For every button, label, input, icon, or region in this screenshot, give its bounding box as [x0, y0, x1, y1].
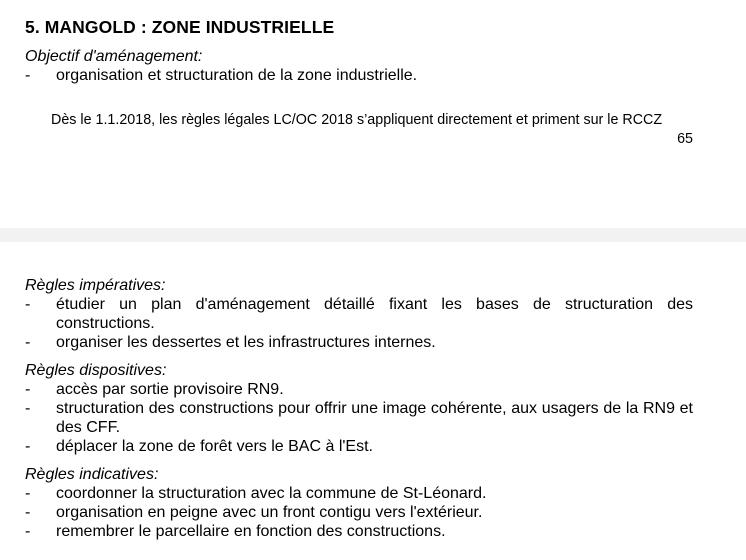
- list-item: [25, 522, 693, 541]
- list-item-text: remembrer le parcellaire en fonction des constructions.: [56, 523, 446, 540]
- list-item-text: coordonner la structuration avec la commune de St-Léonard.: [56, 485, 487, 502]
- dispositive-rules-label: Règles dispositives:: [25, 362, 167, 379]
- indicative-rules-list: [25, 484, 693, 541]
- page-footer: [51, 111, 693, 149]
- list-item: [25, 399, 693, 437]
- list-item-text: déplacer la zone de forêt vers le BAC à l'Est.: [56, 438, 373, 455]
- bullet-dash: -: [25, 523, 31, 540]
- list-item-text: étudier un plan d'aménagement détaillé fixant les bases de structuration des constructions.: [56, 296, 693, 332]
- dispositive-rules-list: [25, 380, 693, 456]
- page-break: [0, 228, 746, 242]
- indicative-rules-label: Règles indicatives:: [25, 466, 159, 483]
- list-item: [25, 437, 693, 456]
- bullet-dash: -: [25, 400, 31, 417]
- bullet-dash: -: [25, 67, 31, 84]
- list-item: [25, 295, 693, 333]
- list-item-text: organisation et structuration de la zone industrielle.: [56, 67, 418, 84]
- list-item: [25, 66, 693, 85]
- bullet-dash: -: [25, 504, 31, 521]
- list-item-text: organisation en peigne avec un front contigu vers l'extérieur.: [56, 504, 483, 521]
- objective-label: Objectif d'aménagement:: [25, 48, 203, 65]
- bullet-dash: -: [25, 334, 31, 351]
- objective-list: [25, 66, 693, 85]
- list-item: [25, 484, 693, 503]
- bullet-dash: -: [25, 485, 31, 502]
- bullet-dash: -: [25, 438, 31, 455]
- footer-note: Dès le 1.1.2018, les règles légales LC/OC 2018 s’appliquent directement et priment sur le RCCZ: [51, 112, 663, 128]
- page-number: 65: [677, 131, 693, 147]
- list-item: [25, 380, 693, 399]
- list-item-text: organiser les dessertes et les infrastructures internes.: [56, 334, 436, 351]
- section-heading: 5. MANGOLD : ZONE INDUSTRIELLE: [25, 17, 335, 37]
- list-item: [25, 503, 693, 522]
- list-item-text: accès par sortie provisoire RN9.: [56, 381, 284, 398]
- imperative-rules-list: [25, 295, 693, 352]
- bullet-dash: -: [25, 296, 31, 313]
- list-item-text: structuration des constructions pour offrir une image cohérente, aux usagers de la RN9 et des CFF.: [56, 400, 693, 436]
- imperative-rules-label: Règles impératives:: [25, 277, 166, 294]
- list-item: [25, 333, 693, 352]
- bullet-dash: -: [25, 381, 31, 398]
